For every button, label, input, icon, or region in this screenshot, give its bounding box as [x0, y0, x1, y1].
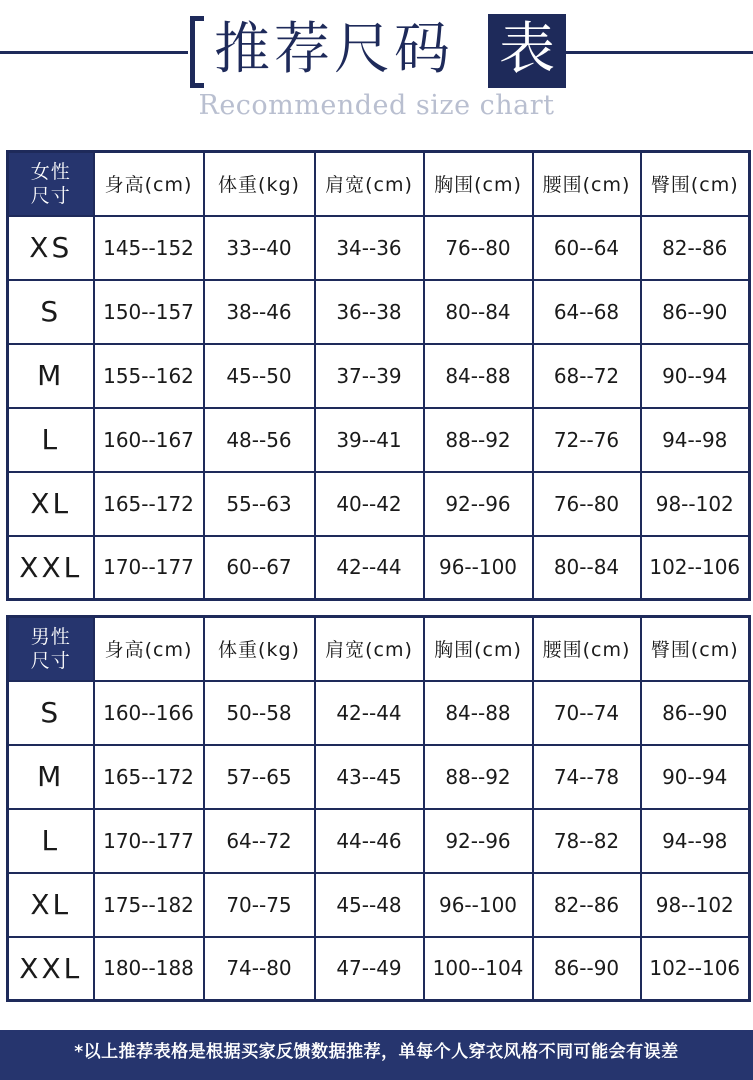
table-cell: 55--63	[204, 472, 315, 536]
table-cell: 100--104	[424, 937, 533, 1001]
size-label: L	[8, 408, 94, 472]
header-rule-right	[565, 51, 753, 54]
table-cell: 34--36	[315, 216, 424, 280]
title-bracket	[190, 16, 204, 88]
header-rule-left	[0, 51, 188, 54]
column-header: 腰围(cm)	[533, 617, 641, 681]
table-cell: 40--42	[315, 472, 424, 536]
table-cell: 82--86	[533, 873, 641, 937]
table-cell: 165--172	[94, 472, 204, 536]
table-cell: 48--56	[204, 408, 315, 472]
table-cell: 70--74	[533, 681, 641, 745]
table-cell: 155--162	[94, 344, 204, 408]
table-cell: 43--45	[315, 745, 424, 809]
header-row	[8, 152, 750, 216]
table-cell: 102--106	[641, 536, 750, 600]
column-header: 身高(cm)	[94, 152, 204, 216]
men-size-table	[6, 615, 751, 1002]
table-cell: 88--92	[424, 745, 533, 809]
column-header: 体重(kg)	[204, 617, 315, 681]
table-cell: 38--46	[204, 280, 315, 344]
page-subtitle: Recommended size chart	[198, 90, 555, 121]
table-cell: 160--167	[94, 408, 204, 472]
table-cell: 170--177	[94, 809, 204, 873]
table-cell: 82--86	[641, 216, 750, 280]
table-row	[8, 216, 750, 280]
size-label: XXL	[8, 937, 94, 1001]
table-cell: 92--96	[424, 472, 533, 536]
table-cell: 90--94	[641, 344, 750, 408]
table-cell: 64--68	[533, 280, 641, 344]
section-label: 男性 尺寸	[8, 617, 94, 681]
table-cell: 74--80	[204, 937, 315, 1001]
column-header: 臀围(cm)	[641, 617, 750, 681]
table-row	[8, 472, 750, 536]
table-cell: 44--46	[315, 809, 424, 873]
table-cell: 84--88	[424, 681, 533, 745]
table-cell: 68--72	[533, 344, 641, 408]
table-row	[8, 344, 750, 408]
table-cell: 78--82	[533, 809, 641, 873]
size-label: XS	[8, 216, 94, 280]
table-cell: 39--41	[315, 408, 424, 472]
size-label: M	[8, 745, 94, 809]
size-label: S	[8, 681, 94, 745]
size-label: XL	[8, 873, 94, 937]
table-cell: 80--84	[424, 280, 533, 344]
table-cell: 57--65	[204, 745, 315, 809]
column-header: 胸围(cm)	[424, 152, 533, 216]
table-cell: 165--172	[94, 745, 204, 809]
table-cell: 92--96	[424, 809, 533, 873]
table-row	[8, 536, 750, 600]
table-row	[8, 280, 750, 344]
table-cell: 80--84	[533, 536, 641, 600]
table-cell: 150--157	[94, 280, 204, 344]
column-header: 体重(kg)	[204, 152, 315, 216]
section-label: 女性 尺寸	[8, 152, 94, 216]
table-cell: 74--78	[533, 745, 641, 809]
table-cell: 145--152	[94, 216, 204, 280]
table-cell: 76--80	[533, 472, 641, 536]
header-row	[8, 617, 750, 681]
table-cell: 36--38	[315, 280, 424, 344]
column-header: 胸围(cm)	[424, 617, 533, 681]
table-cell: 98--102	[641, 472, 750, 536]
table-cell: 102--106	[641, 937, 750, 1001]
table-cell: 94--98	[641, 809, 750, 873]
page-title-highlight: 表	[488, 14, 566, 88]
table-cell: 72--76	[533, 408, 641, 472]
table-cell: 86--90	[533, 937, 641, 1001]
table-cell: 76--80	[424, 216, 533, 280]
table-cell: 47--49	[315, 937, 424, 1001]
table-cell: 175--182	[94, 873, 204, 937]
table-cell: 45--50	[204, 344, 315, 408]
table-cell: 64--72	[204, 809, 315, 873]
table-row	[8, 681, 750, 745]
table-cell: 160--166	[94, 681, 204, 745]
table-cell: 90--94	[641, 745, 750, 809]
table-cell: 180--188	[94, 937, 204, 1001]
table-cell: 94--98	[641, 408, 750, 472]
table-cell: 42--44	[315, 681, 424, 745]
table-cell: 37--39	[315, 344, 424, 408]
table-cell: 170--177	[94, 536, 204, 600]
size-label: XXL	[8, 536, 94, 600]
table-row	[8, 937, 750, 1001]
table-cell: 84--88	[424, 344, 533, 408]
table-cell: 50--58	[204, 681, 315, 745]
table-row	[8, 745, 750, 809]
table-row	[8, 873, 750, 937]
table-cell: 60--67	[204, 536, 315, 600]
page-title: 推荐尺码	[214, 17, 454, 82]
table-cell: 42--44	[315, 536, 424, 600]
size-label: S	[8, 280, 94, 344]
column-header: 腰围(cm)	[533, 152, 641, 216]
table-cell: 96--100	[424, 536, 533, 600]
table-row	[8, 408, 750, 472]
table-cell: 86--90	[641, 681, 750, 745]
column-header: 肩宽(cm)	[315, 152, 424, 216]
table-cell: 70--75	[204, 873, 315, 937]
table-cell: 98--102	[641, 873, 750, 937]
women-size-table	[6, 150, 751, 601]
column-header: 身高(cm)	[94, 617, 204, 681]
table-cell: 60--64	[533, 216, 641, 280]
column-header: 肩宽(cm)	[315, 617, 424, 681]
table-cell: 33--40	[204, 216, 315, 280]
table-cell: 88--92	[424, 408, 533, 472]
size-label: L	[8, 809, 94, 873]
size-label: XL	[8, 472, 94, 536]
footer-note: *以上推荐表格是根据买家反馈数据推荐，单每个人穿衣风格不同可能会有误差	[0, 1030, 753, 1080]
table-cell: 96--100	[424, 873, 533, 937]
table-cell: 45--48	[315, 873, 424, 937]
column-header: 臀围(cm)	[641, 152, 750, 216]
table-cell: 86--90	[641, 280, 750, 344]
size-label: M	[8, 344, 94, 408]
table-row	[8, 809, 750, 873]
